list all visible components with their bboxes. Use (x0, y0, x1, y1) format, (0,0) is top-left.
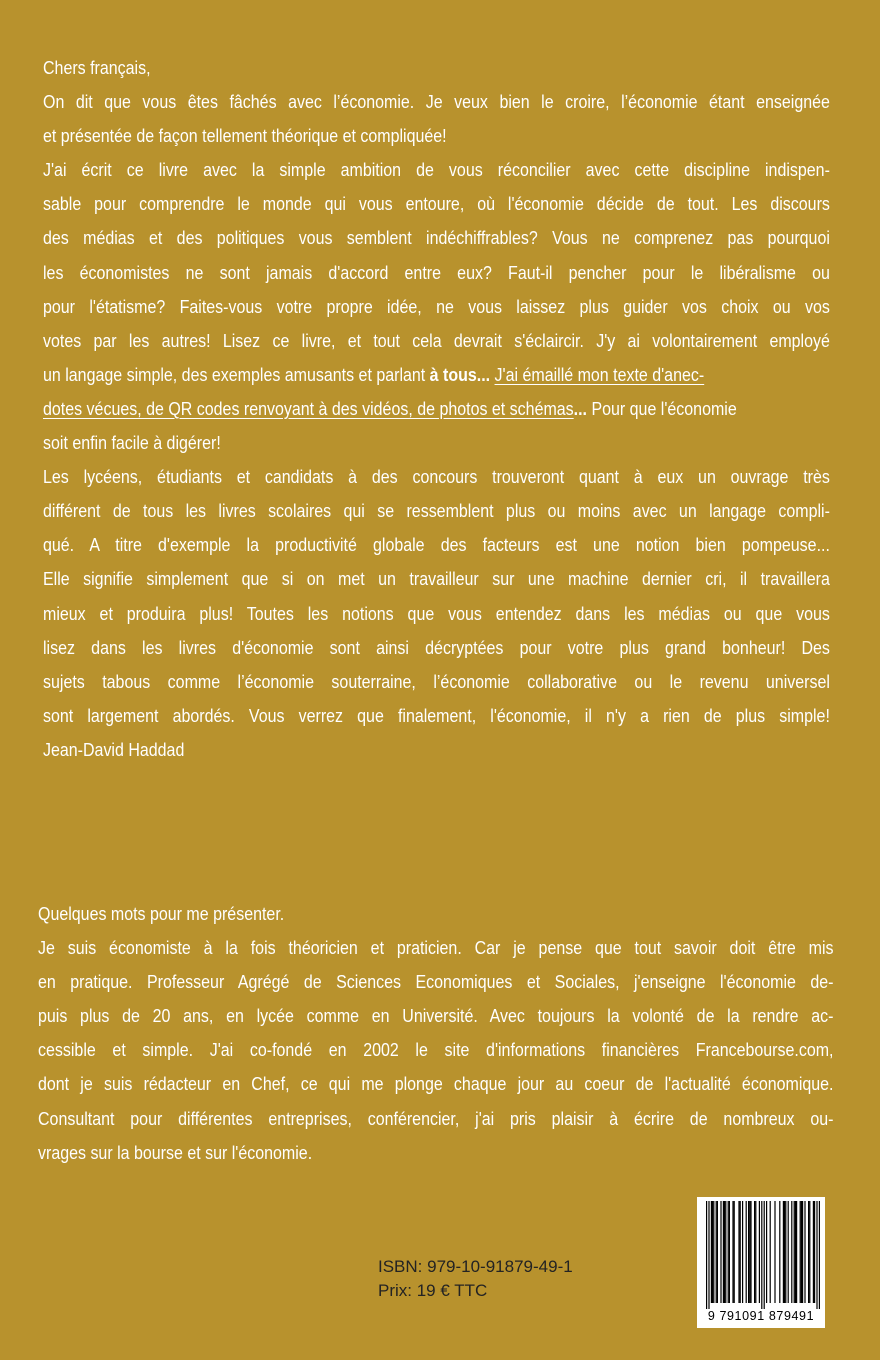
barcode-bar (750, 1201, 751, 1303)
bio-heading: Quelques mots pour me présenter. (38, 903, 285, 924)
bio-line: vrages sur la bourse et sur l'économie. (38, 1141, 313, 1163)
letter-line: Elle signifie simplement que si on met un travailleur sur une machine dernier cri, il travaillera (43, 568, 830, 590)
barcode-bar (766, 1201, 767, 1303)
barcode-bar (742, 1201, 743, 1303)
barcode-bar (801, 1201, 802, 1303)
letter-line: des médias et des politiques vous semblent indéchiffrables? Vous ne comprenez pas pourquoi (43, 227, 830, 249)
bio-line: puis plus de 20 ans, en lycée comme en Université. Avec toujours la volonté de la rendre ac- (38, 1005, 834, 1027)
barcode-bar (783, 1201, 784, 1303)
barcode-bar (738, 1201, 739, 1303)
bio-line: Je suis économiste à la fois théoricien et praticien. Car je pense que tout savoir doit être mis (38, 937, 834, 959)
isbn-price-block (378, 1255, 573, 1303)
barcode (697, 1197, 825, 1328)
barcode-bar (813, 1201, 814, 1303)
barcode-bar (755, 1201, 756, 1303)
barcode-bar (724, 1201, 725, 1303)
letter-line: mieux et produira plus! Toutes les notions que vous entendez dans les médias ou que vous (43, 602, 830, 624)
barcode-bars (697, 1197, 825, 1309)
letter-line: différent de tous les livres scolaires qui se ressemblent plus ou moins avec un langage compli- (43, 500, 830, 522)
letter-line: sable pour comprendre le monde qui vous entoure, où l'économie décide de tout. Les discours (43, 193, 830, 215)
letter-line-emphasis (43, 392, 830, 426)
barcode-bar (788, 1201, 789, 1303)
barcode-bar (748, 1201, 749, 1303)
barcode-bar (720, 1201, 721, 1303)
barcode-bar (770, 1201, 771, 1303)
barcode-bar (754, 1201, 755, 1303)
letter-text: un langage simple, des exemples amusants et parlant (43, 363, 430, 385)
underlined-text: J'ai émaillé mon texte d'anec- (494, 363, 705, 385)
bio-line: en pratique. Professeur Agrégé de Sciences Economiques et Sociales, j'enseigne l'économie de- (38, 971, 834, 993)
price-text: Prix: 19 € TTC (378, 1281, 488, 1300)
barcode-bar (734, 1201, 735, 1303)
barcode-bar (800, 1201, 801, 1303)
barcode-bar (746, 1201, 747, 1303)
barcode-bar (706, 1201, 707, 1309)
barcode-bar (774, 1201, 775, 1303)
letter-line: J'ai écrit ce livre avec la simple ambition de vous réconcilier avec cette discipline indispen- (43, 159, 830, 181)
letter-line: On dit que vous êtes fâchés avec l’économie. Je veux bien le croire, l’économie étant enseignée (43, 91, 830, 113)
letter-line: et présentée de façon tellement théorique et compliquée! (43, 125, 447, 147)
letter-line: votes par les autres! Lisez ce livre, et tout cela devrait s'éclaircir. J'y ai volontairement employé (43, 329, 830, 351)
barcode-bar (711, 1201, 712, 1303)
barcode-bar (794, 1201, 795, 1303)
letter-line: qué. A titre d'exemple la productivité globale des facteurs est une notion bien pompeuse... (43, 534, 830, 556)
barcode-bar (816, 1201, 817, 1309)
bio-line: Consultant pour différentes entreprises, conférencier, j'ai pris plaisir à écrire de nombreux ou- (38, 1107, 834, 1129)
barcode-bar (804, 1201, 805, 1303)
barcode-bar (819, 1201, 820, 1309)
letter-line: les économistes ne sont jamais d'accord entre eux? Faut-il pencher pour le libéralisme ou (43, 261, 830, 283)
barcode-bar (759, 1201, 760, 1303)
letter-line: sujets tabous comme l’économie souterraine, l’économie collaborative ou le revenu universel (43, 670, 830, 692)
barcode-bar (761, 1201, 762, 1309)
barcode-bar (708, 1201, 709, 1309)
barcode-bar (809, 1201, 810, 1303)
letter-line: Les lycéens, étudiants et candidats à des concours trouveront quant à eux un ouvrage très (43, 466, 830, 488)
bio-line: dont je suis rédacteur en Chef, ce qui me plonge chaque jour au coeur de l'actualité économique. (38, 1073, 834, 1095)
barcode-bar (814, 1201, 815, 1303)
barcode-bar (725, 1201, 726, 1303)
bold-text: à tous... (429, 363, 491, 385)
barcode-bar (764, 1201, 765, 1309)
barcode-bar (713, 1201, 714, 1303)
author-signature: Jean-David Haddad (43, 738, 185, 760)
letter-line: soit enfin facile à digérer! (43, 432, 221, 454)
barcode-bar (749, 1201, 750, 1303)
barcode-digits: 9 791091 879491 (707, 1309, 815, 1323)
author-bio (38, 897, 834, 1170)
letter-line: pour l'étatisme? Faites-vous votre propre idée, ne vous laissez plus guider vos choix ou vos (43, 295, 830, 317)
barcode-bar (784, 1201, 785, 1303)
barcode-bar (802, 1201, 803, 1303)
barcode-bar (732, 1201, 733, 1303)
barcode-bar (779, 1201, 780, 1303)
barcode-bar (729, 1201, 730, 1303)
barcode-bar (796, 1201, 797, 1303)
underlined-text: dotes vécues, de QR codes renvoyant à des vidéos, de photos et schémas (43, 397, 574, 419)
letter-line-emphasis (43, 358, 830, 392)
barcode-bar (723, 1201, 724, 1303)
barcode-bar (785, 1201, 786, 1303)
letter-line: lisez dans les livres d'économie sont ainsi décryptées pour votre plus grand bonheur! Des (43, 636, 830, 658)
barcode-bar (795, 1201, 796, 1303)
barcode-bar (728, 1201, 729, 1303)
letter-text: Pour que l'économie (587, 397, 737, 419)
letter-line: sont largement abordés. Vous verrez que finalement, l'économie, il n'y a rien de plus simple! (43, 704, 830, 726)
barcode-bar (808, 1201, 809, 1303)
barcode-bar (712, 1201, 713, 1303)
barcode-bar (717, 1201, 718, 1303)
letter-line: Chers français, (43, 57, 151, 78)
letter-to-readers (43, 51, 830, 767)
barcode-bar (716, 1201, 717, 1303)
barcode-bar (740, 1201, 741, 1303)
bio-line: cessible et simple. J'ai co-fondé en 2002 le site d'informations financières Francebourse.com, (38, 1039, 834, 1061)
isbn-text: ISBN: 979-10-91879-49-1 (378, 1257, 573, 1276)
bold-text: ... (573, 397, 588, 419)
barcode-bar (791, 1201, 792, 1303)
